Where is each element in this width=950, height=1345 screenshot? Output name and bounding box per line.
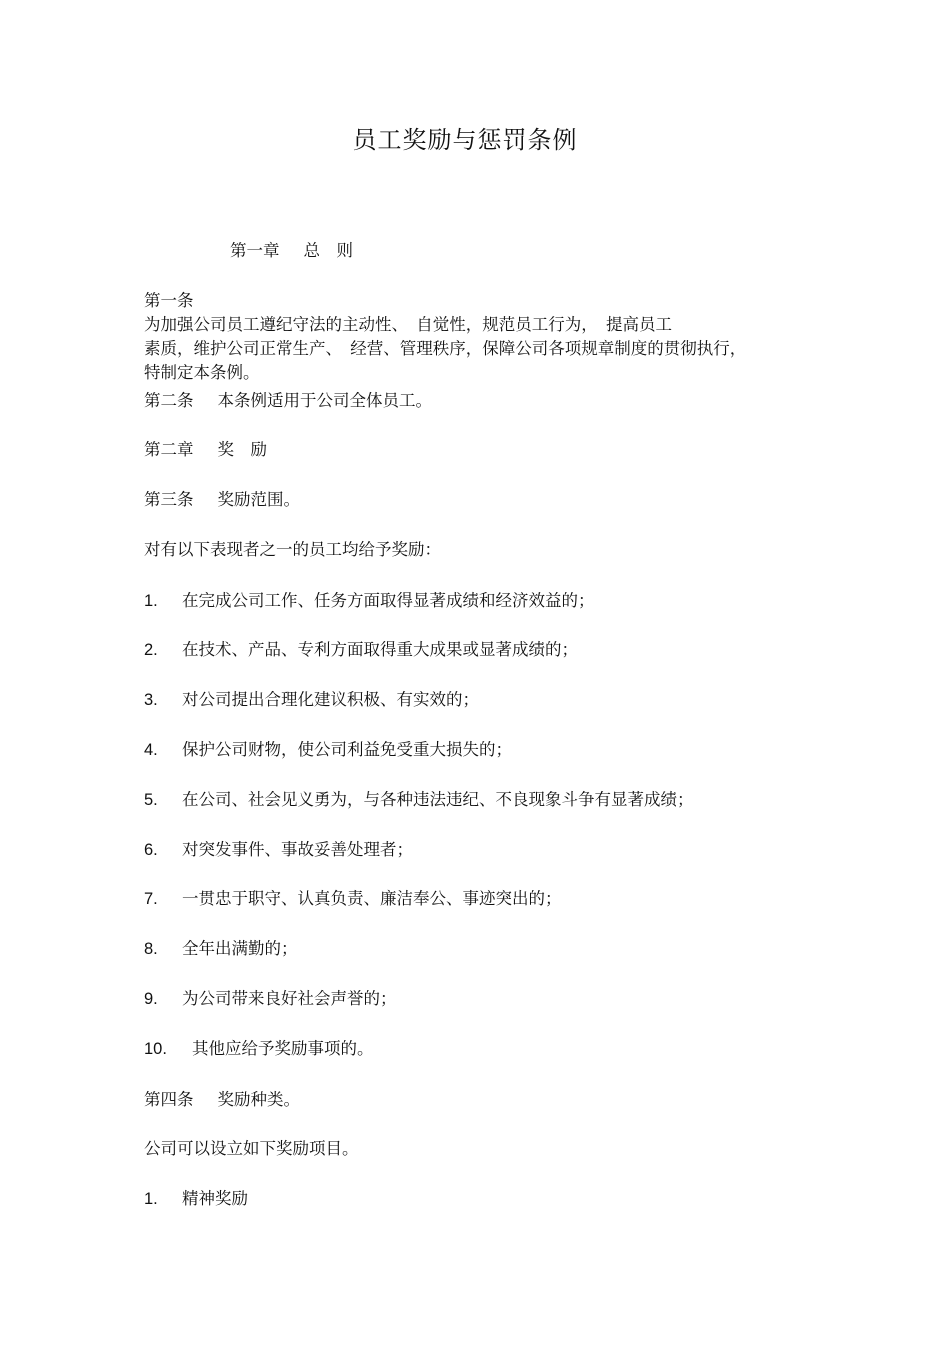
list-item (144, 839, 413, 861)
article-4-label: 第四条 (144, 1090, 194, 1109)
list-item-number: 7. (144, 890, 158, 908)
list-item-number: 1. (144, 1190, 158, 1208)
list-item (144, 590, 595, 612)
list-item-number: 5. (144, 791, 158, 809)
reward-intro: 对有以下表现者之一的员工均给予奖励： (144, 540, 441, 559)
list-item-text: 在技术、产品、专利方面取得重大成果或显著成绩的； (182, 640, 578, 659)
list-item (144, 938, 298, 960)
list-item-text: 精神奖励 (182, 1189, 248, 1208)
list-item (144, 689, 479, 711)
chapter-2-label: 第二章 (144, 440, 194, 459)
list-item (144, 639, 578, 661)
article-3 (144, 489, 300, 511)
list-item-number: 1. (144, 592, 158, 610)
list-item-text: 一贯忠于职守、认真负责、廉洁奉公、事迹突出的； (182, 889, 562, 908)
list-item-text: 保护公司财物，使公司利益免受重大损失的； (182, 740, 512, 759)
article-4 (144, 1089, 300, 1111)
article-1-line-2: 素质，维护公司正常生产、 经营、管理秩序，保障公司各项规章制度的贯彻执行， (144, 339, 747, 358)
list-item-number: 6. (144, 841, 158, 859)
document-title: 员工奖励与惩罚条例 (352, 126, 578, 154)
article-2-label: 第二条 (144, 391, 194, 410)
article-1-line-1: 第一条 为加强公司员工遵纪守法的主动性、 自觉性，规范员工行为， 提高员工 (144, 289, 809, 337)
chapter-2-heading (144, 439, 267, 461)
list-item-number: 4. (144, 741, 158, 759)
article-2 (144, 390, 432, 412)
chapter-1-heading (230, 240, 353, 262)
list-item-text: 在公司、社会见义勇为，与各种违法违纪、不良现象斗争有显著成绩； (182, 790, 694, 809)
types-intro: 公司可以设立如下奖励项目。 (144, 1139, 359, 1158)
list-item (144, 1038, 374, 1060)
chapter-1-name: 总 则 (303, 241, 353, 260)
article-1-label: 第一条 (144, 291, 194, 310)
list-item-text: 对突发事件、事故妥善处理者； (182, 840, 413, 859)
list-item (144, 739, 512, 761)
chapter-1-label: 第一章 (230, 241, 280, 260)
list-item-number: 10. (144, 1040, 167, 1058)
list-item-text: 为公司带来良好社会声誉的； (182, 989, 397, 1008)
article-3-label: 第三条 (144, 490, 194, 509)
list-item-text: 对公司提出合理化建议积极、有实效的； (182, 690, 479, 709)
list-item (144, 789, 694, 811)
list-item (144, 1188, 248, 1210)
list-item-text: 全年出满勤的； (182, 939, 298, 958)
article-4-text: 奖励种类。 (217, 1090, 300, 1109)
article-3-text: 奖励范围。 (217, 490, 300, 509)
list-item (144, 988, 397, 1010)
article-1-line-3: 特制定本条例。 (144, 363, 260, 382)
article-1 (144, 289, 809, 385)
list-item-text: 其他应给予奖励事项的。 (192, 1039, 374, 1058)
list-item (144, 888, 562, 910)
list-item-text: 在完成公司工作、任务方面取得显著成绩和经济效益的； (182, 591, 595, 610)
list-item-number: 3. (144, 691, 158, 709)
list-item-number: 9. (144, 990, 158, 1008)
chapter-2-name: 奖 励 (217, 440, 267, 459)
list-item-number: 8. (144, 940, 158, 958)
list-item-number: 2. (144, 641, 158, 659)
article-2-text: 本条例适用于公司全体员工。 (217, 391, 432, 410)
